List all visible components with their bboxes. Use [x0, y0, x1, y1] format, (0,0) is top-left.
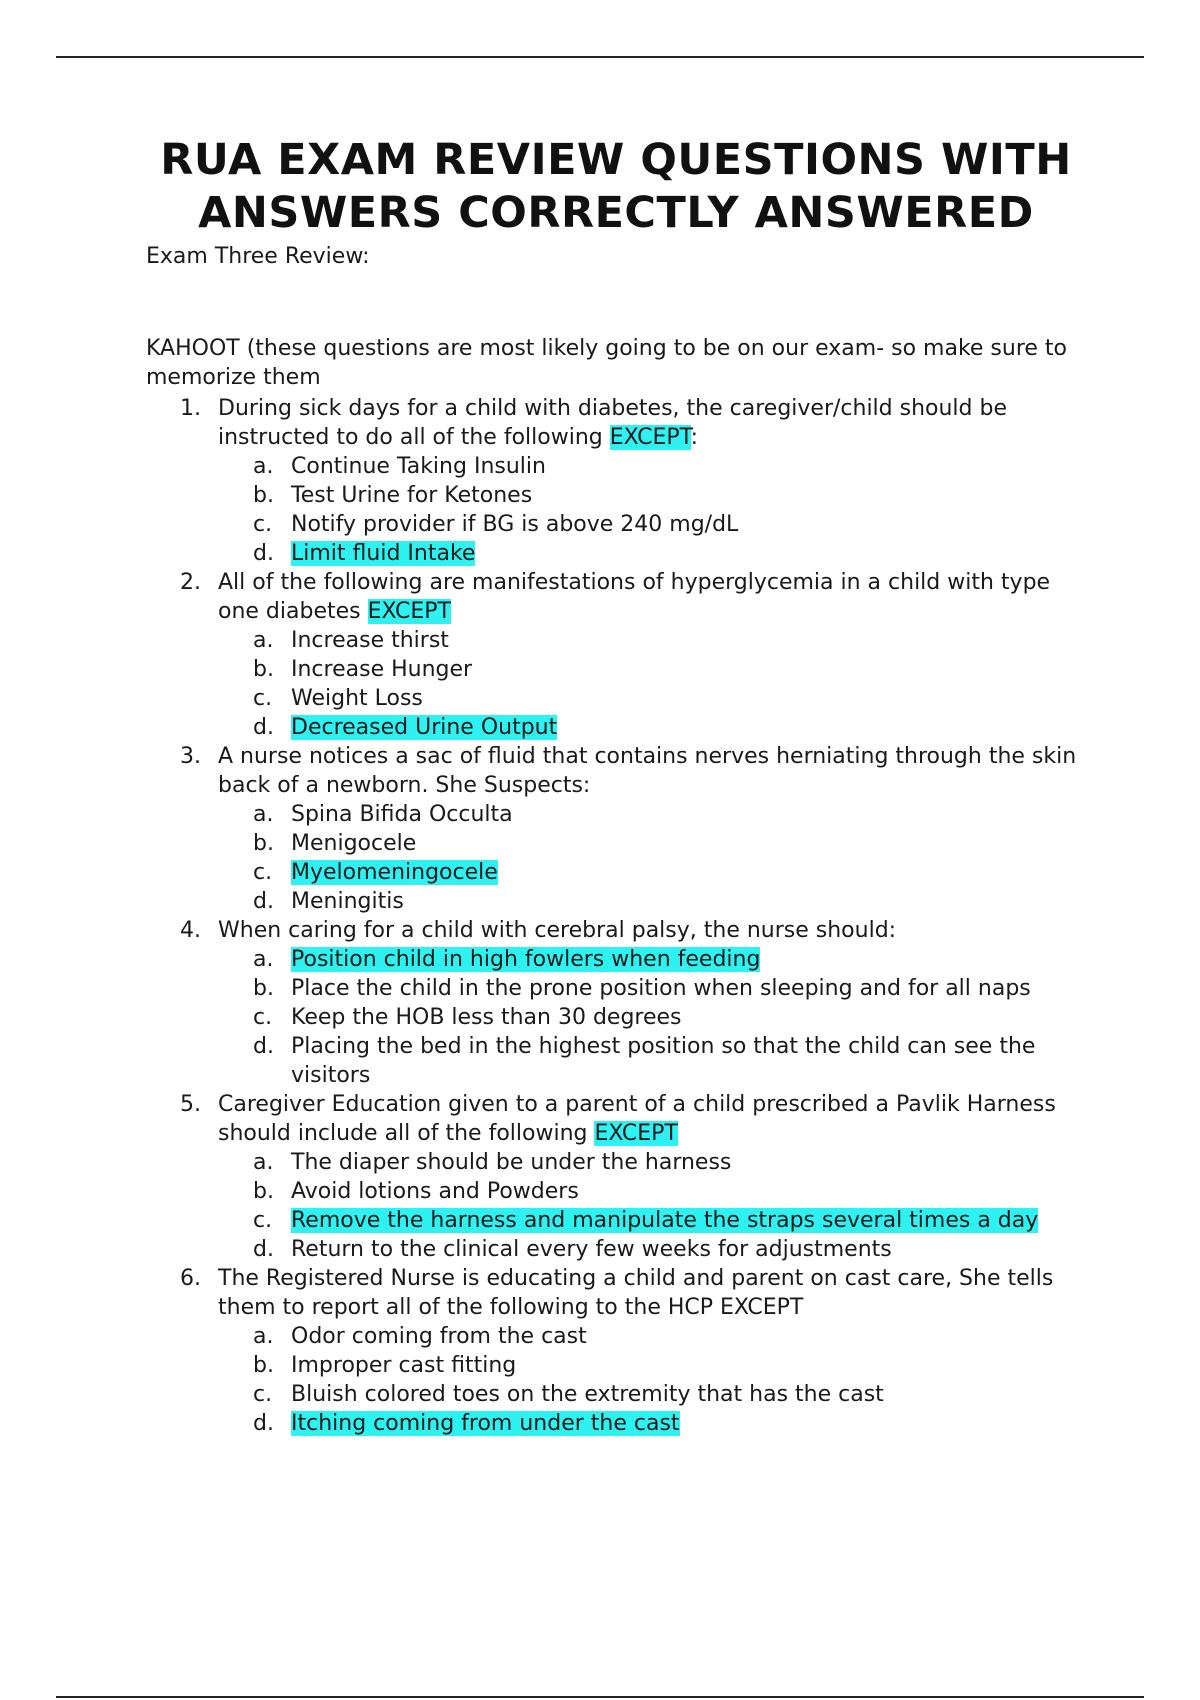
question-stem: All of the following are manifestations of hyperglycemia in a child with type one diabetes	[218, 570, 1051, 624]
answer-text: Return to the clinical every few weeks for adjustments	[291, 1237, 892, 1262]
highlighted-keyword: EXCEPT	[367, 599, 451, 624]
question-number: 4.	[180, 918, 201, 943]
answer-option	[218, 974, 1086, 1003]
question-number: 2.	[180, 570, 201, 595]
answer-letter: a.	[253, 1150, 274, 1175]
answer-option	[218, 655, 1086, 684]
answer-option	[218, 1380, 1086, 1409]
question-stem: The Registered Nurse is educating a child and parent on cast care, She tells them to report all of the following to the HCP EXCEPT	[218, 1266, 1054, 1320]
correct-answer-text: Itching coming from under the cast	[291, 1411, 680, 1436]
question-text	[218, 394, 1086, 452]
answer-option-correct	[218, 539, 1086, 568]
answer-option	[218, 452, 1086, 481]
question-text	[218, 742, 1086, 800]
correct-answer-text: Position child in high fowlers when feeding	[291, 947, 761, 972]
answer-option-correct	[218, 858, 1086, 887]
answer-option-correct	[218, 1206, 1086, 1235]
answer-text: Meningitis	[291, 889, 404, 914]
answer-letter: c.	[253, 686, 273, 711]
answer-list	[218, 452, 1086, 568]
answer-letter: c.	[253, 860, 273, 885]
answer-text: Menigocele	[291, 831, 417, 856]
answer-text: Keep the HOB less than 30 degrees	[291, 1005, 682, 1030]
answer-option	[218, 1032, 1086, 1090]
question-number: 6.	[180, 1266, 201, 1291]
question-text	[218, 568, 1086, 626]
answer-letter: a.	[253, 947, 274, 972]
question-item	[146, 1264, 1086, 1438]
answer-text: Increase thirst	[291, 628, 449, 653]
answer-option	[218, 684, 1086, 713]
bottom-rule	[56, 1696, 1144, 1698]
answer-letter: d.	[253, 715, 274, 740]
question-stem: Caregiver Education given to a parent of a child prescribed a Pavlik Harness should include all of the following	[218, 1092, 1056, 1146]
question-number: 3.	[180, 744, 201, 769]
answer-text: The diaper should be under the harness	[291, 1150, 732, 1175]
answer-option	[218, 1177, 1086, 1206]
correct-answer-text: Remove the harness and manipulate the straps several times a day	[291, 1208, 1039, 1233]
answer-letter: c.	[253, 1382, 273, 1407]
answer-text: Place the child in the prone position when sleeping and for all naps	[291, 976, 1031, 1001]
correct-answer-text: Limit fluid Intake	[291, 541, 476, 566]
answer-text: Weight Loss	[291, 686, 423, 711]
answer-text: Test Urine for Ketones	[291, 483, 533, 508]
answer-letter: b.	[253, 483, 274, 508]
answer-text: Increase Hunger	[291, 657, 473, 682]
intro-paragraph: KAHOOT (these questions are most likely going to be on our exam- so make sure to memorize them	[146, 336, 1068, 390]
answer-list	[218, 945, 1086, 1090]
answer-letter: a.	[253, 628, 274, 653]
question-item	[146, 568, 1086, 742]
answer-text: Spina Bifida Occulta	[291, 802, 513, 827]
question-stem: When caring for a child with cerebral palsy, the nurse should:	[218, 918, 897, 943]
question-text	[218, 1264, 1086, 1322]
question-item	[146, 742, 1086, 916]
answer-option-correct	[218, 713, 1086, 742]
answer-text: Placing the bed in the highest position so that the child can see the visitors	[291, 1034, 1036, 1088]
answer-list	[218, 1322, 1086, 1438]
answer-letter: d.	[253, 1411, 274, 1436]
section-subtitle: Exam Three Review:	[146, 244, 370, 269]
answer-letter: c.	[253, 1005, 273, 1030]
answer-option	[218, 626, 1086, 655]
answer-letter: a.	[253, 1324, 274, 1349]
question-item	[146, 394, 1086, 568]
answer-text: Improper cast fitting	[291, 1353, 517, 1378]
answer-option	[218, 510, 1086, 539]
answer-option	[218, 829, 1086, 858]
answer-letter: a.	[253, 802, 274, 827]
answer-letter: c.	[253, 1208, 273, 1233]
answer-letter: d.	[253, 541, 274, 566]
document-title: RUA EXAM REVIEW QUESTIONS WITH ANSWERS CORRECTLY ANSWERED	[160, 135, 1072, 238]
question-list	[146, 394, 1086, 1438]
question-number: 1.	[180, 396, 201, 421]
answer-letter: b.	[253, 976, 274, 1001]
answer-option	[218, 887, 1086, 916]
answer-text: Continue Taking Insulin	[291, 454, 546, 479]
answer-option	[218, 800, 1086, 829]
answer-letter: d.	[253, 1034, 274, 1059]
answer-option-correct	[218, 945, 1086, 974]
question-text	[218, 1090, 1086, 1148]
question-text	[218, 916, 1086, 945]
question-number: 5.	[180, 1092, 201, 1117]
answer-list	[218, 1148, 1086, 1264]
answer-letter: d.	[253, 1237, 274, 1262]
answer-option	[218, 1322, 1086, 1351]
answer-option-correct	[218, 1409, 1086, 1438]
answer-letter: b.	[253, 657, 274, 682]
question-suffix: :	[690, 425, 699, 450]
answer-text: Avoid lotions and Powders	[291, 1179, 579, 1204]
document-body	[146, 134, 1086, 1438]
answer-option	[218, 481, 1086, 510]
question-stem: During sick days for a child with diabetes, the caregiver/child should be instructed to do all of the following	[218, 396, 1008, 450]
answer-letter: b.	[253, 831, 274, 856]
answer-text: Notify provider if BG is above 240 mg/dL	[291, 512, 739, 537]
answer-option	[218, 1351, 1086, 1380]
answer-letter: a.	[253, 454, 274, 479]
highlighted-keyword: EXCEPT	[594, 1121, 678, 1146]
answer-option	[218, 1235, 1086, 1264]
answer-option	[218, 1003, 1086, 1032]
highlighted-keyword: EXCEPT	[609, 425, 691, 450]
answer-letter: b.	[253, 1353, 274, 1378]
answer-text: Odor coming from the cast	[291, 1324, 587, 1349]
question-item	[146, 916, 1086, 1090]
question-stem: A nurse notices a sac of fluid that contains nerves herniating through the skin back of a newborn. She Suspects:	[218, 744, 1077, 798]
correct-answer-text: Decreased Urine Output	[291, 715, 558, 740]
question-item	[146, 1090, 1086, 1264]
answer-letter: b.	[253, 1179, 274, 1204]
answer-option	[218, 1148, 1086, 1177]
correct-answer-text: Myelomeningocele	[291, 860, 498, 885]
answer-list	[218, 800, 1086, 916]
answer-letter: d.	[253, 889, 274, 914]
answer-list	[218, 626, 1086, 742]
answer-letter: c.	[253, 512, 273, 537]
answer-text: Bluish colored toes on the extremity that has the cast	[291, 1382, 884, 1407]
top-rule	[56, 56, 1144, 58]
